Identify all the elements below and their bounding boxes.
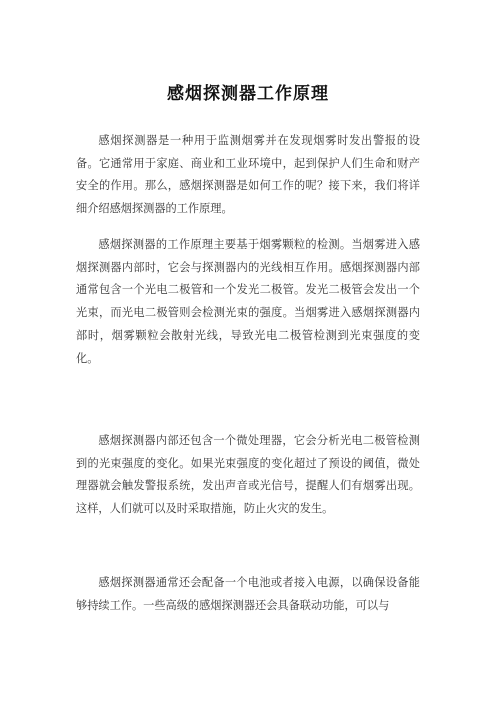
paragraph-power: 感烟探测器通常还会配备一个电池或者接入电源，以确保设备能够持续工作。一些高级的感烟探测器还会具备联动功能，可以与	[76, 576, 420, 612]
paragraph-microprocessor: 感烟探测器内部还包含一个微处理器，它会分析光电二极管检测到的光束强度的变化。如果光束强度的变化超过了预设的阈值，微处理器就会触发警报系统，发出声音或光信号，提醒人们有烟雾出现。这样，人们就可以及时采取措施，防止火灾的发生。	[76, 434, 420, 516]
paragraph-intro: 感烟探测器是一种用于监测烟雾并在发现烟雾时发出警报的设备。它通常用于家庭、商业和工业环境中，起到保护人们生命和财产安全的作用。那么，感烟探测器是如何工作的呢？接下来，我们将详细介绍感烟探测器的工作原理。	[76, 134, 420, 216]
paragraph-principle: 感烟探测器的工作原理主要基于烟雾颗粒的检测。当烟雾进入感烟探测器内部时，它会与探测器内的光线相互作用。感烟探测器内部通常包含一个光电二极管和一个发光二极管。发光二极管会发出一个光束，而光电二极管则会检测光束的强度。当烟雾进入感烟探测器内部时，烟雾颗粒会散射光线，导致光电二极管检测到光束强度的变化。	[76, 238, 420, 365]
document-title: 感烟探测器工作原理	[167, 84, 329, 104]
